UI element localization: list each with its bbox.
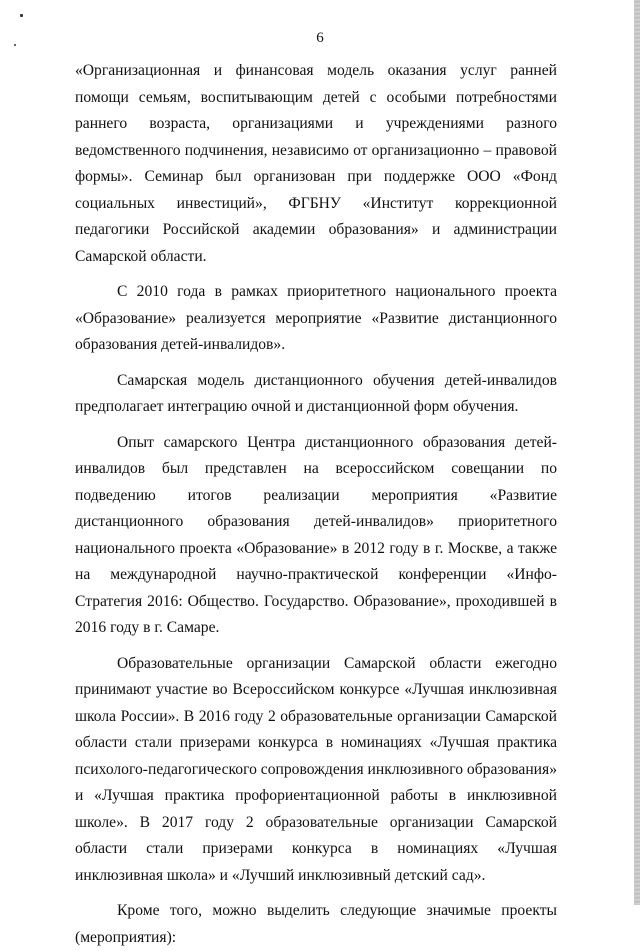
paragraph-samara-model: Самарская модель дистанционного обучения детей-инвалидов предполагает интеграцию очной и дистанционной форм обучения. bbox=[75, 371, 557, 415]
page-number: 6 bbox=[316, 30, 324, 46]
scan-speck bbox=[20, 14, 23, 17]
paragraph-inclusive-school-contest: Образовательные организации Самарской области ежегодно принимают участие во Всероссийском конкурсе «Лучшая инклюзивная школа России». В 2016 году 2 образовательные организации Самарской области стали призерами конкурса в номинациях «Лучшая практика психолого-педагогического сопровождения инклюзивного образования» и «Лучшая практика профориентационной работы в инклюзивной школе». В 2017 году 2 образовательные организации Самарской области стали призерами конкурса в номинациях «Лучшая инклюзивная школа» и «Лучший инклюзивный детский сад». bbox=[75, 654, 557, 884]
document-body bbox=[75, 58, 557, 951]
paragraph-distance-education: С 2010 года в рамках приоритетного национального проекта «Образование» реализуется мероприятие «Развитие дистанционного образования детей-инвалидов». bbox=[75, 283, 557, 353]
paragraph-experience: Опыт самарского Центра дистанционного образования детей-инвалидов был представлен на всероссийском совещании по подведению итогов реализации мероприятия «Развитие дистанционного образования детей-инвалидов» приоритетного национального проекта «Образование» в 2012 году в г. Москве, а также на международной научно-практической конференции «Инфо-Стратегия 2016: Общество. Государство. Образование», проходившей в 2016 году в г. Самаре. bbox=[75, 433, 557, 636]
paragraph-seminar: «Организационная и финансовая модель оказания услуг ранней помощи семьям, воспитывающим детей с особыми потребностями раннего возраста, организациями и учреждениями разного ведомственного подчинения, независимо от организационно – правовой формы». Семинар был организован при поддержке ООО «Фонд социальных инвестиций», ФГБНУ «Институт коррекционной педагогики Российской академии образования» и администрации Самарской области. bbox=[75, 62, 557, 265]
paragraph-projects-intro: Кроме того, можно выделить следующие значимые проекты (мероприятия): bbox=[75, 902, 557, 946]
scanned-page-edge bbox=[634, 0, 640, 905]
